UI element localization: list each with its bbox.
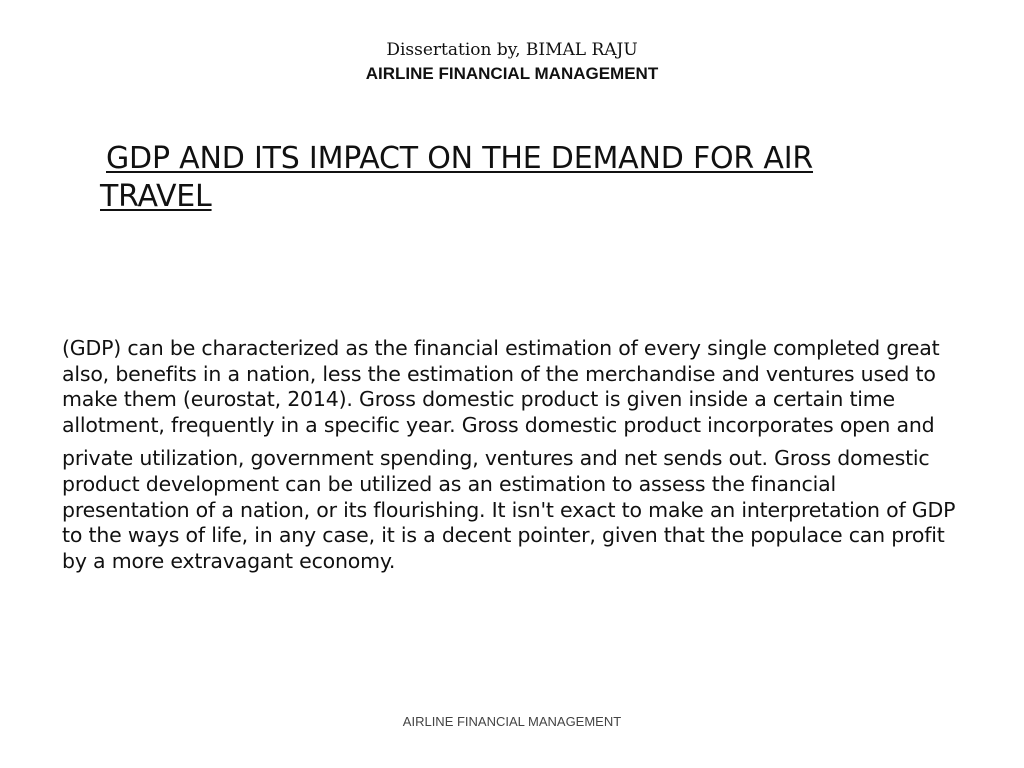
slide-body: [62, 336, 962, 582]
slide-title: [100, 140, 930, 216]
slide-header: [0, 38, 1024, 86]
body-paragraph: private utilization, government spending, ventures and net sends out. Gross domestic product development can be utilized as an estimation to assess the financial presentation of a nation, or its flourishing. It isn't exact to make an interpretation of GDP to the ways of life, in any case, it is a decent pointer, given that the populace can profit by a more extravagant economy.: [62, 446, 956, 573]
author-line: Dissertation by, BIMAL RAJU: [386, 40, 638, 60]
slide-title-text: GDP AND ITS IMPACT ON THE DEMAND FOR AIR TRAVEL: [100, 141, 814, 214]
subject-line: AIRLINE FINANCIAL MANAGEMENT: [365, 64, 659, 83]
slide-footer: AIRLINE FINANCIAL MANAGEMENT: [402, 714, 622, 729]
body-paragraph: (GDP) can be characterized as the financial estimation of every single completed great also, benefits in a nation, less the estimation of the merchandise and ventures used to make them (eurostat, 2014). Gross domestic product is given inside a certain time allotment, frequently in a specific year. Gross domestic product incorporates open and: [62, 336, 940, 437]
